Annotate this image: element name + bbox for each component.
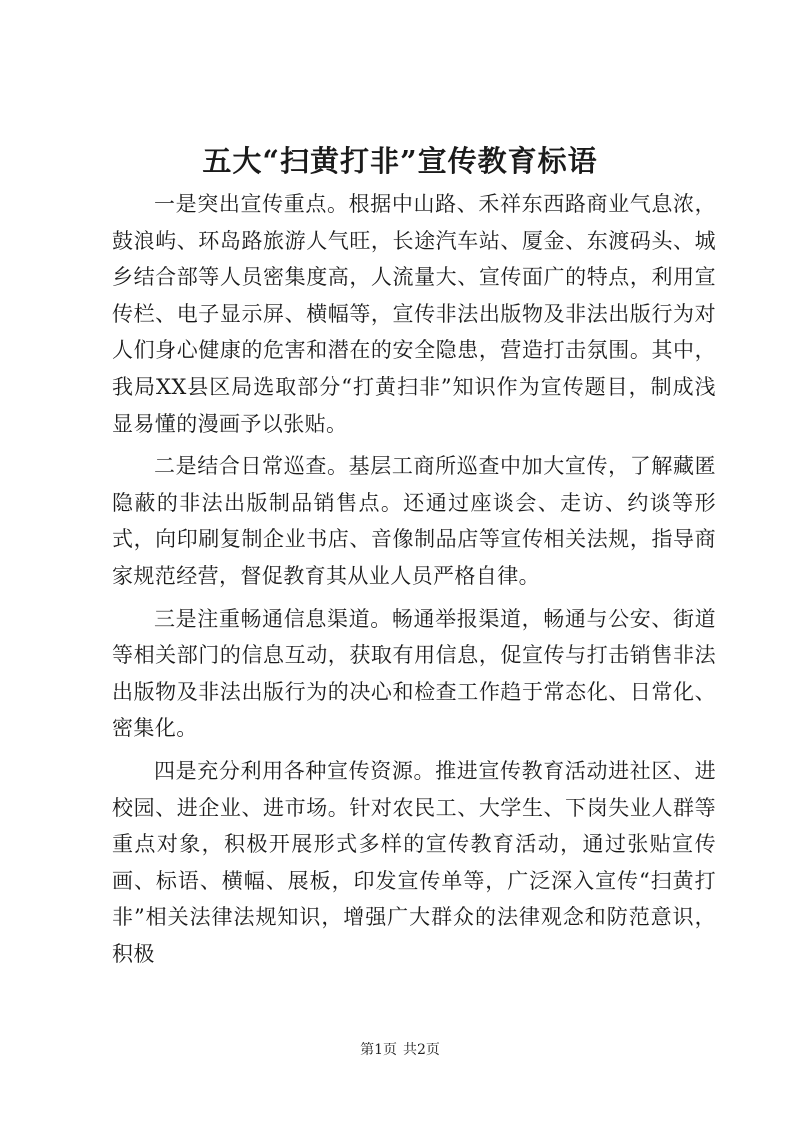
page-total: 共2页 — [403, 1042, 440, 1058]
document-body — [112, 186, 716, 978]
paragraph-1: 一是突出宣传重点。根据中山路、禾祥东西路商业气息浓，鼓浪屿、环岛路旅游人气旺，长途汽车站、厦金、东渡码头、城乡结合部等人员密集度高，人流量大、宣传面广的特点，利用宣传栏、电子显示屏、横幅等，宣传非法出版物及非法出版行为对人们身心健康的危害和潜在的安全隐患，营造打击氛围。其中，我局XX县区局选取部分“打黄扫非”知识作为宣传题目，制成浅显易懂的漫画予以张贴。 — [112, 192, 716, 436]
paragraph-3: 三是注重畅通信息渠道。畅通举报渠道，畅通与公安、街道等相关部门的信息互动，获取有用信息，促宣传与打击销售非法出版物及非法出版行为的决心和检查工作趋于常态化、日常化、密集化。 — [112, 606, 716, 741]
paragraph-2: 二是结合日常巡查。基层工商所巡查中加大宣传，了解藏匿隐蔽的非法出版制品销售点。还通过座谈会、走访、约谈等形式，向印刷复制企业书店、音像制品店等宣传相关法规，指导商家规范经营，督促教育其从业人员严格自律。 — [112, 454, 716, 588]
page-footer — [0, 1040, 800, 1060]
document-title: 五大“扫黄打非”宣传教育标语 — [202, 144, 598, 178]
paragraph-4: 四是充分利用各种宣传资源。推进宣传教育活动进社区、进校园、进企业、进市场。针对农民工、大学生、下岗失业人群等重点对象，积极开展形式多样的宣传教育活动，通过张贴宣传画、标语、横幅、展板，印发宣传单等，广泛深入宣传“扫黄打非”相关法律法规知识，增强广大群众的法律观念和防范意识，积极 — [112, 758, 716, 966]
page-number: 第1页 — [360, 1042, 397, 1058]
